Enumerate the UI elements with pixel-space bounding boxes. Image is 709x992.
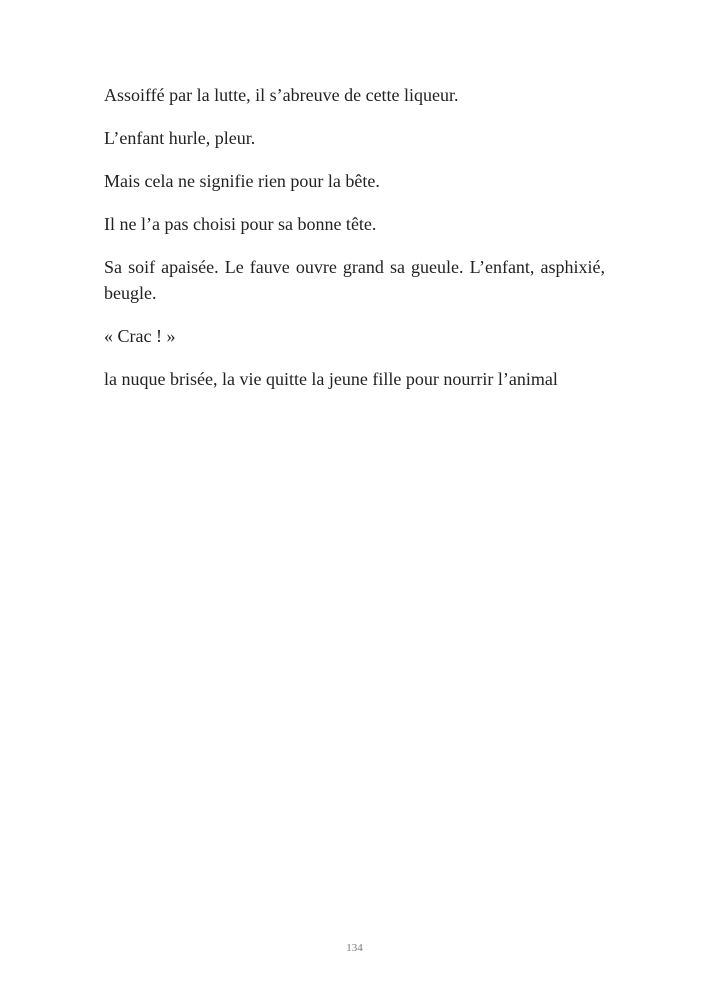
paragraph-1: Assoiffé par la lutte, il s’abreuve de cette liqueur.: [104, 85, 459, 105]
paragraph-5: Sa soif apaisée. Le fauve ouvre grand sa gueule. L’enfant, asphixié, beugle.: [104, 257, 605, 303]
paragraph-7: la nuque brisée, la vie quitte la jeune fille pour nourrir l’animal: [104, 369, 558, 389]
paragraph-3: Mais cela ne signifie rien pour la bête.: [104, 171, 380, 191]
paragraph-2: L’enfant hurle, pleur.: [104, 128, 256, 148]
page-body: [104, 82, 605, 409]
page-number: 134: [346, 942, 363, 954]
paragraph-6: « Crac ! »: [104, 326, 176, 346]
paragraph-4: Il ne l’a pas choisi pour sa bonne tête.: [104, 214, 377, 234]
